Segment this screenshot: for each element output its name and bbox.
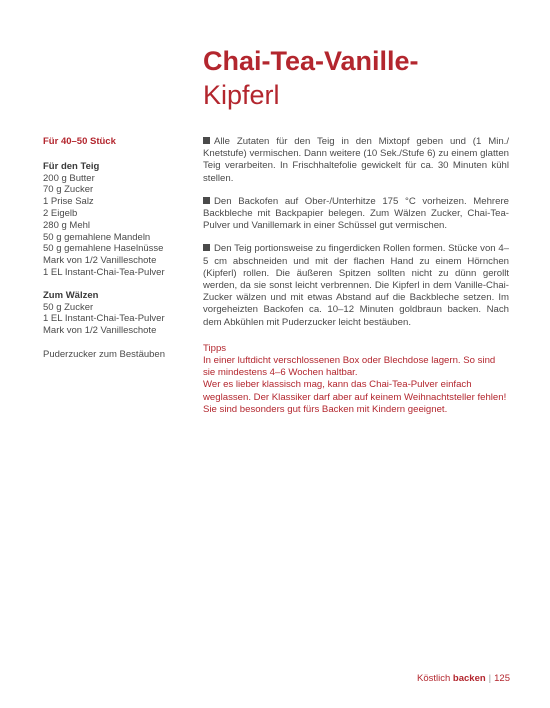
ingredient-item: 1 Prise Salz bbox=[43, 196, 94, 208]
recipe-title-line2: Kipferl bbox=[203, 80, 280, 110]
tips-box bbox=[203, 343, 509, 416]
recipe-title-line1: Chai-Tea-Vanille- bbox=[203, 46, 419, 76]
ingredient-group-rolling bbox=[43, 290, 193, 337]
instruction-step bbox=[203, 136, 509, 185]
ingredient-item: Mark von 1/2 Vanilleschote bbox=[43, 255, 157, 267]
ingredient-item: 1 EL Instant-Chai-Tea-Pulver bbox=[43, 313, 165, 325]
footer-separator: | bbox=[488, 673, 492, 684]
tips-paragraph: Wer es lieber klassisch mag, kann das Chai-Tea-Pulver einfach weglassen. Der Klassiker darf aber auf keinem Weihnachtsteller fehlen! Sie sind besonders gut fürs Backen mit Kindern geeignet. bbox=[203, 379, 507, 415]
ingredient-item: Mark von 1/2 Vanilleschote bbox=[43, 325, 157, 337]
square-bullet-icon bbox=[203, 197, 210, 204]
ingredient-group-dough bbox=[43, 161, 193, 279]
ingredient-item: 50 g Zucker bbox=[43, 301, 94, 313]
footer-prefix: Köstlich bbox=[417, 673, 451, 684]
page-number: 125 bbox=[494, 673, 510, 684]
instruction-text: Alle Zutaten für den Teig in den Mixtopf geben und (1 Min./ Knetstufe) vermischen. Dann weitere (10 Sek./Stufe 6) zu einem glatten Teig verarbeiten. In Frischhaltefolie gewickelt für ca. 30 Minuten kühl stellen. bbox=[203, 136, 509, 184]
ingredient-group-title: Für den Teig bbox=[43, 160, 100, 172]
square-bullet-icon bbox=[203, 137, 210, 144]
instruction-step bbox=[203, 243, 509, 328]
ingredient-item: 1 EL Instant-Chai-Tea-Pulver bbox=[43, 266, 165, 278]
ingredient-item: 2 Eigelb bbox=[43, 207, 78, 219]
square-bullet-icon bbox=[203, 244, 210, 251]
tips-heading: Tipps bbox=[203, 342, 227, 354]
instruction-text: Den Teig portionsweise zu fingerdicken Rollen formen. Stücke von 4–5 cm abschneiden und mit der flachen Hand zu einem Hörnchen (Kipferl) rollen. Die äußeren Spitzen sollten nicht zu dünn gerollt werden, da sie sonst leicht verbrennen. Die Kipferl in dem Vanille-Chai-Zucker wälzen und mit etwas Abstand auf die Backbleche setzen. Im vorgeheizten Backofen ca. 10–12 Minuten goldbraun backen. Nach dem Abkühlen mit Puderzucker leicht bestäuben. bbox=[203, 243, 509, 328]
recipe-title bbox=[203, 44, 533, 112]
extra-ingredient: Puderzucker zum Bestäuben bbox=[43, 348, 165, 360]
instructions bbox=[203, 136, 509, 416]
ingredient-list bbox=[43, 173, 193, 279]
ingredient-item: 70 g Zucker bbox=[43, 184, 94, 196]
ingredient-list bbox=[43, 302, 193, 337]
ingredient-item: 280 g Mehl bbox=[43, 219, 91, 231]
footer-section: backen bbox=[452, 673, 486, 684]
yield-label: Für 40–50 Stück bbox=[43, 136, 116, 147]
instruction-text: Den Backofen auf Ober-/Unterhitze 175 °C vorheizen. Mehrere Backbleche mit Backpapier belegen. Zum Wälzen Zucker, Chai-Tea-Pulver und Vanillemark in einer Schüssel gut vermischen. bbox=[203, 195, 509, 232]
page-footer bbox=[417, 673, 510, 684]
ingredient-item: 50 g gemahlene Haselnüsse bbox=[43, 243, 164, 255]
ingredients-sidebar bbox=[43, 136, 193, 370]
instruction-step bbox=[203, 196, 509, 233]
ingredient-group-title: Zum Wälzen bbox=[43, 289, 99, 301]
ingredient-item: 200 g Butter bbox=[43, 172, 95, 184]
tips-paragraph: In einer luftdicht verschlossenen Box oder Blechdose lagern. So sind sie mindestens 4–6 Wochen haltbar. bbox=[203, 355, 496, 379]
ingredient-item: 50 g gemahlene Mandeln bbox=[43, 231, 151, 243]
